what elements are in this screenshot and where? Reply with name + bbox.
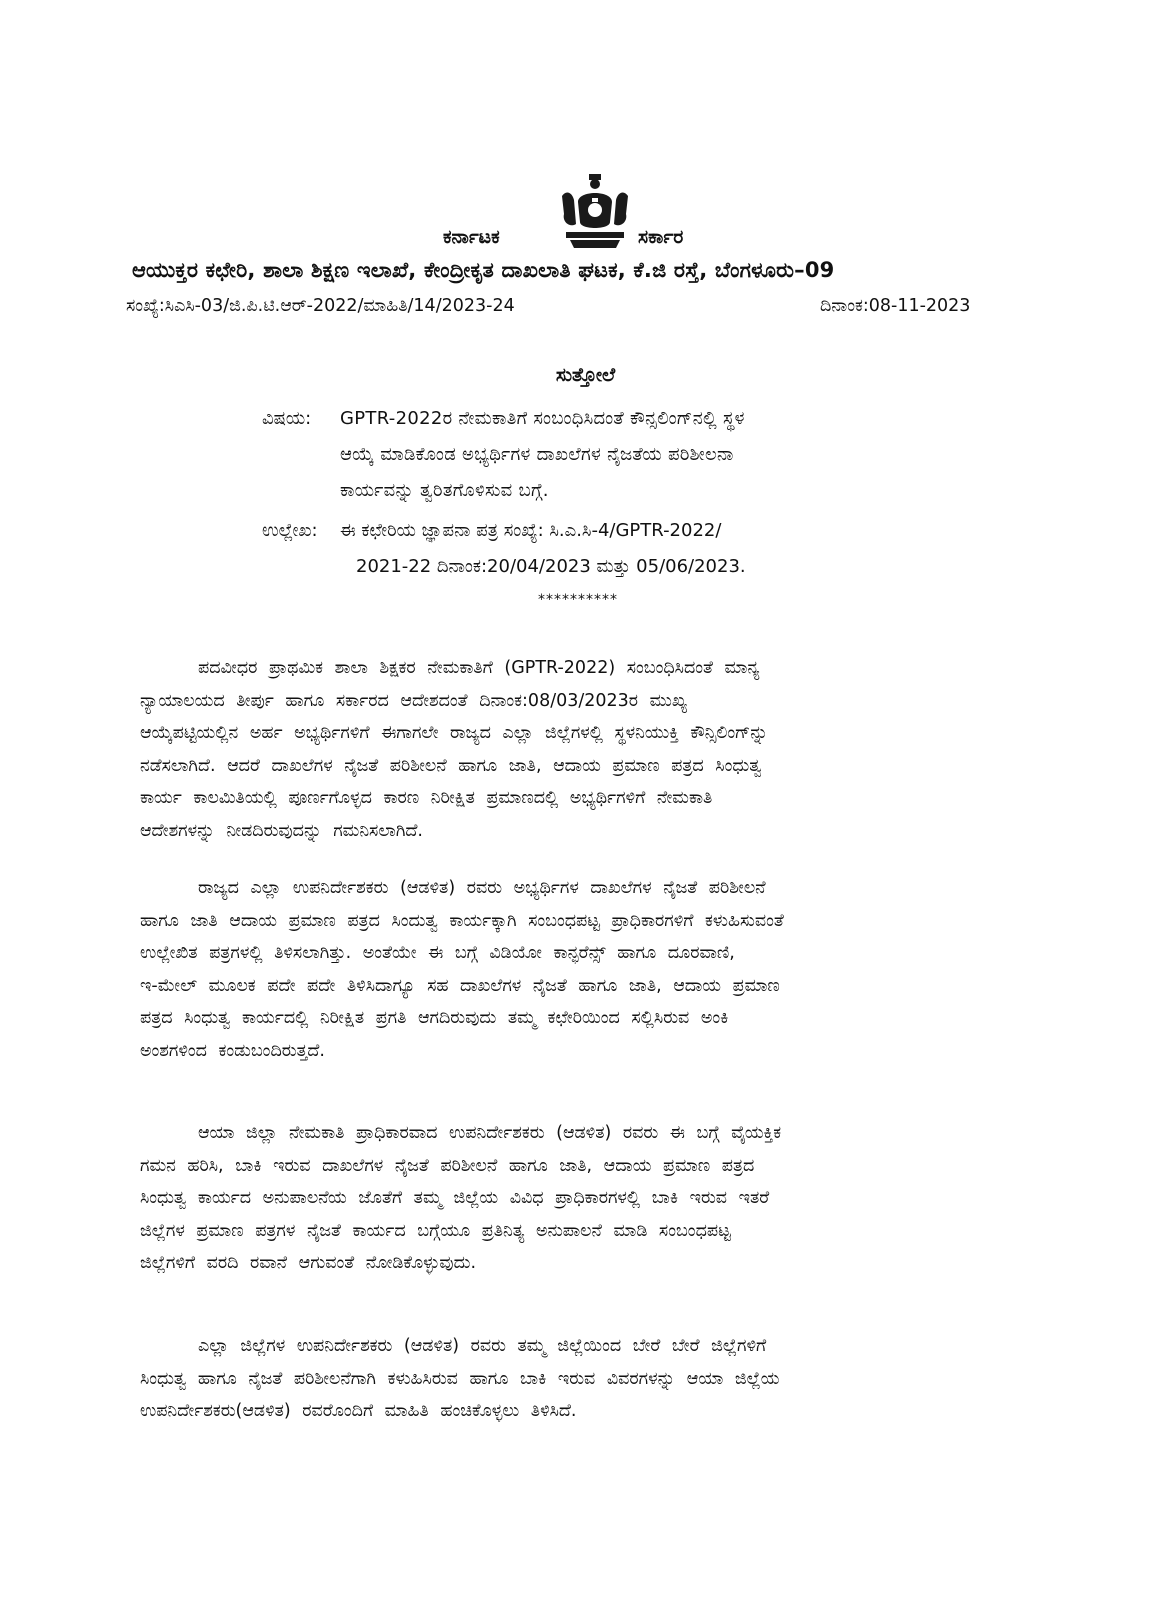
paragraph-line: ಆದೇಶಗಳನ್ನು ನೀಡದಿರುವುದನ್ನು ಗಮನಿಸಲಾಗಿದೆ. (140, 820, 423, 841)
reference-number: ಸಂಖ್ಯೆ:ಸಿಎಸಿ-03/ಜಿ.ಪಿ.ಟಿ.ಆರ್-2022/ಮಾಹಿತಿ/14/2023-24 (126, 296, 515, 316)
paragraph-line: ರಾಜ್ಯದ ಎಲ್ಲಾ ಉಪನಿರ್ದೇಶಕರು (ಆಡಳಿತ) ರವರು ಅಭ್ಯರ್ಥಿಗಳ ದಾಖಲೆಗಳ ನೈಜತೆ ಪರಿಶೀಲನೆ (198, 878, 766, 898)
subject-line: GPTR-2022ರ ನೇಮಕಾತಿಗೆ ಸಂಬಂಧಿಸಿದಂತೆ ಕೌನ್ಸಲಿಂಗ್‌ನಲ್ಲಿ ಸ್ಥಳ (340, 408, 745, 429)
paragraph-line: ಎಲ್ಲಾ ಜಿಲ್ಲೆಗಳ ಉಪನಿರ್ದೇಶಕರು (ಆಡಳಿತ) ರವರು ತಮ್ಮ ಜಿಲ್ಲೆಯಿಂದ ಬೇರೆ ಬೇರೆ ಜಿಲ್ಲೆಗಳಿಗೆ (198, 1336, 767, 1356)
document-heading: ಸುತ್ತೋಲೆ (555, 364, 616, 386)
subject-line: ಆಯ್ಕೆ ಮಾಡಿಕೊಂಡ ಅಭ್ಯರ್ಥಿಗಳ ದಾಖಲೆಗಳ ನೈಜತೆಯ ಪರಿಶೀಲನಾ (340, 444, 734, 465)
paragraph-line: ಅಂಶಗಳಿಂದ ಕಂಡುಬಂದಿರುತ್ತದೆ. (140, 1040, 325, 1061)
paragraph-line: ಪತ್ರದ ಸಿಂಧುತ್ವ ಕಾರ್ಯದಲ್ಲಿ ನಿರೀಕ್ಷಿತ ಪ್ರಗತಿ ಆಗದಿರುವುದು ತಮ್ಮ ಕಛೇರಿಯಿಂದ ಸಲ್ಲಿಸಿರುವ ಅಂಕಿ (140, 1008, 729, 1028)
paragraph (140, 872, 1022, 1067)
paragraph-line: ಉಪನಿರ್ದೇಶಕರು(ಆಡಳಿತ) ರವರೊಂದಿಗೆ ಮಾಹಿತಿ ಹಂಚಿಕೊಳ್ಳಲು ತಿಳಿಸಿದೆ. (140, 1401, 577, 1421)
paragraph-line: ಉಲ್ಲೇಖಿತ ಪತ್ರಗಳಲ್ಲಿ ತಿಳಿಸಲಾಗಿತ್ತು. ಅಂತೆಯೇ ಈ ಬಗ್ಗೆ ವಿಡಿಯೋ ಕಾನ್ಫರೆನ್ಸ್ ಹಾಗೂ ದೂರವಾಣಿ, (140, 943, 735, 963)
paragraph-line: ಕಾರ್ಯ ಕಾಲಮಿತಿಯಲ್ಲಿ ಪೂರ್ಣಗೊಳ್ಳದ ಕಾರಣ ನಿರೀಕ್ಷಿತ ಪ್ರಮಾಣದಲ್ಲಿ ಅಭ್ಯರ್ಥಿಗಳಿಗೆ ನೇಮಕಾತಿ (140, 788, 713, 808)
paragraph-line: ಪದವೀಧರ ಪ್ರಾಥಮಿಕ ಶಾಲಾ ಶಿಕ್ಷಕರ ನೇಮಕಾತಿಗೆ (GPTR-2022) ಸಂಬಂಧಿಸಿದಂತೆ ಮಾನ್ಯ (198, 658, 760, 678)
paragraph (140, 652, 1022, 847)
paragraph-line: ಗಮನ ಹರಿಸಿ, ಬಾಕಿ ಇರುವ ದಾಖಲೆಗಳ ನೈಜತೆ ಪರಿಶೀಲನೆ ಹಾಗೂ ಜಾತಿ, ಆದಾಯ ಪ್ರಮಾಣ ಪತ್ರದ (140, 1155, 755, 1176)
paragraph-line: ಸಿಂಧುತ್ವ ಹಾಗೂ ನೈಜತೆ ಪರಿಶೀಲನೆಗಾಗಿ ಕಳುಹಿಸಿರುವ ಹಾಗೂ ಬಾಕಿ ಇರುವ ವಿವರಗಳನ್ನು ಆಯಾ ಜಿಲ್ಲೆಯ (140, 1368, 780, 1389)
office-address: ಆಯುಕ್ತರ ಕಛೇರಿ, ಶಾಲಾ ಶಿಕ್ಷಣ ಇಲಾಖೆ, ಕೇಂದ್ರೀಕೃತ ದಾಖಲಾತಿ ಘಟಕ, ಕೆ.ಜಿ ರಸ್ತೆ, ಬೆಂಗಳೂರು–09 (132, 258, 835, 282)
paragraph-line: ಜಿಲ್ಲೆಗಳ ಪ್ರಮಾಣ ಪತ್ರಗಳ ನೈಜತೆ ಕಾರ್ಯದ ಬಗ್ಗೆಯೂ ಪ್ರತಿನಿತ್ಯ ಅನುಪಾಲನೆ ಮಾಡಿ ಸಂಬಂಧಪಟ್ಟ (140, 1220, 731, 1241)
government-name-left: ಕರ್ನಾಟಕ (443, 226, 500, 248)
paragraph (140, 1330, 1022, 1428)
paragraph-line: ಸಿಂಧುತ್ವ ಕಾರ್ಯದ ಅನುಪಾಲನೆಯ ಜೊತೆಗೆ ತಮ್ಮ ಜಿಲ್ಲೆಯ ವಿವಿಧ ಪ್ರಾಧಿಕಾರಗಳಲ್ಲಿ ಬಾಕಿ ಇರುವ ಇತರೆ (140, 1188, 770, 1208)
subject-line: ಕಾರ್ಯವನ್ನು ತ್ವರಿತಗೊಳಿಸುವ ಬಗ್ಗೆ. (340, 480, 549, 501)
separator: ********** (538, 592, 618, 608)
paragraph-line: ಆಯ್ಕೆಪಟ್ಟಿಯಲ್ಲಿನ ಅರ್ಹ ಅಭ್ಯರ್ಥಿಗಳಿಗೆ ಈಗಾಗಲೇ ರಾಜ್ಯದ ಎಲ್ಲಾ ಜಿಲ್ಲೆಗಳಲ್ಲಿ ಸ್ಥಳನಿಯುಕ್ತಿ ಕೌನ್ಸಿಲಿಂಗ್‌ನ್ನು (140, 723, 768, 743)
government-name-right: ಸರ್ಕಾರ (638, 226, 684, 248)
reference-label: ಉಲ್ಲೇಖ: (262, 520, 318, 541)
reference-line: 2021-22 ದಿನಾಂಕ:20/04/2023 ಮತ್ತು 05/06/2023. (356, 556, 746, 577)
reference-line: ಈ ಕಛೇರಿಯ ಜ್ಞಾಪನಾ ಪತ್ರ ಸಂಖ್ಯೆ: ಸಿ.ಎ.ಸಿ-4/GPTR-2022/ (340, 520, 722, 541)
paragraph-line: ನ್ಯಾಯಾಲಯದ ತೀರ್ಪು ಹಾಗೂ ಸರ್ಕಾರದ ಆದೇಶದಂತೆ ದಿನಾಂಕ:08/03/2023ರ ಮುಖ್ಯ (140, 690, 687, 711)
paragraph-line: ಹಾಗೂ ಜಾತಿ ಆದಾಯ ಪ್ರಮಾಣ ಪತ್ರದ ಸಿಂದುತ್ವ ಕಾರ್ಯಕ್ಕಾಗಿ ಸಂಬಂಧಪಟ್ಟ ಪ್ರಾಧಿಕಾರಗಳಿಗೆ ಕಳುಹಿಸುವಂತೆ (140, 910, 784, 931)
paragraph-line: ಇ-ಮೇಲ್ ಮೂಲಕ ಪದೇ ಪದೇ ತಿಳಿಸಿದಾಗ್ಯೂ ಸಹ ದಾಖಲೆಗಳ ನೈಜತೆ ಹಾಗೂ ಜಾತಿ, ಆದಾಯ ಪ್ರಮಾಣ (140, 975, 780, 996)
paragraph-line: ಆಯಾ ಜಿಲ್ಲಾ ನೇಮಕಾತಿ ಪ್ರಾಧಿಕಾರವಾದ ಉಪನಿರ್ದೇಶಕರು (ಆಡಳಿತ) ರವರು ಈ ಬಗ್ಗೆ ವೈಯಕ್ತಿಕ (198, 1123, 782, 1143)
paragraph-line: ಜಿಲ್ಲೆಗಳಿಗೆ ವರದಿ ರವಾನೆ ಆಗುವಂತೆ ನೋಡಿಕೊಳ್ಳುವುದು. (140, 1253, 477, 1273)
issue-date: ದಿನಾಂಕ:08-11-2023 (820, 296, 971, 316)
paragraph-line: ನಡೆಸಲಾಗಿದೆ. ಆದರೆ ದಾಖಲೆಗಳ ನೈಜತೆ ಪರಿಶೀಲನೆ ಹಾಗೂ ಜಾತಿ, ಆದಾಯ ಪ್ರಮಾಣ ಪತ್ರದ ಸಿಂಧುತ್ವ (140, 755, 762, 776)
paragraph (140, 1117, 1022, 1280)
subject-label: ವಿಷಯ: (262, 408, 312, 429)
karnataka-state-emblem-icon (556, 172, 634, 250)
